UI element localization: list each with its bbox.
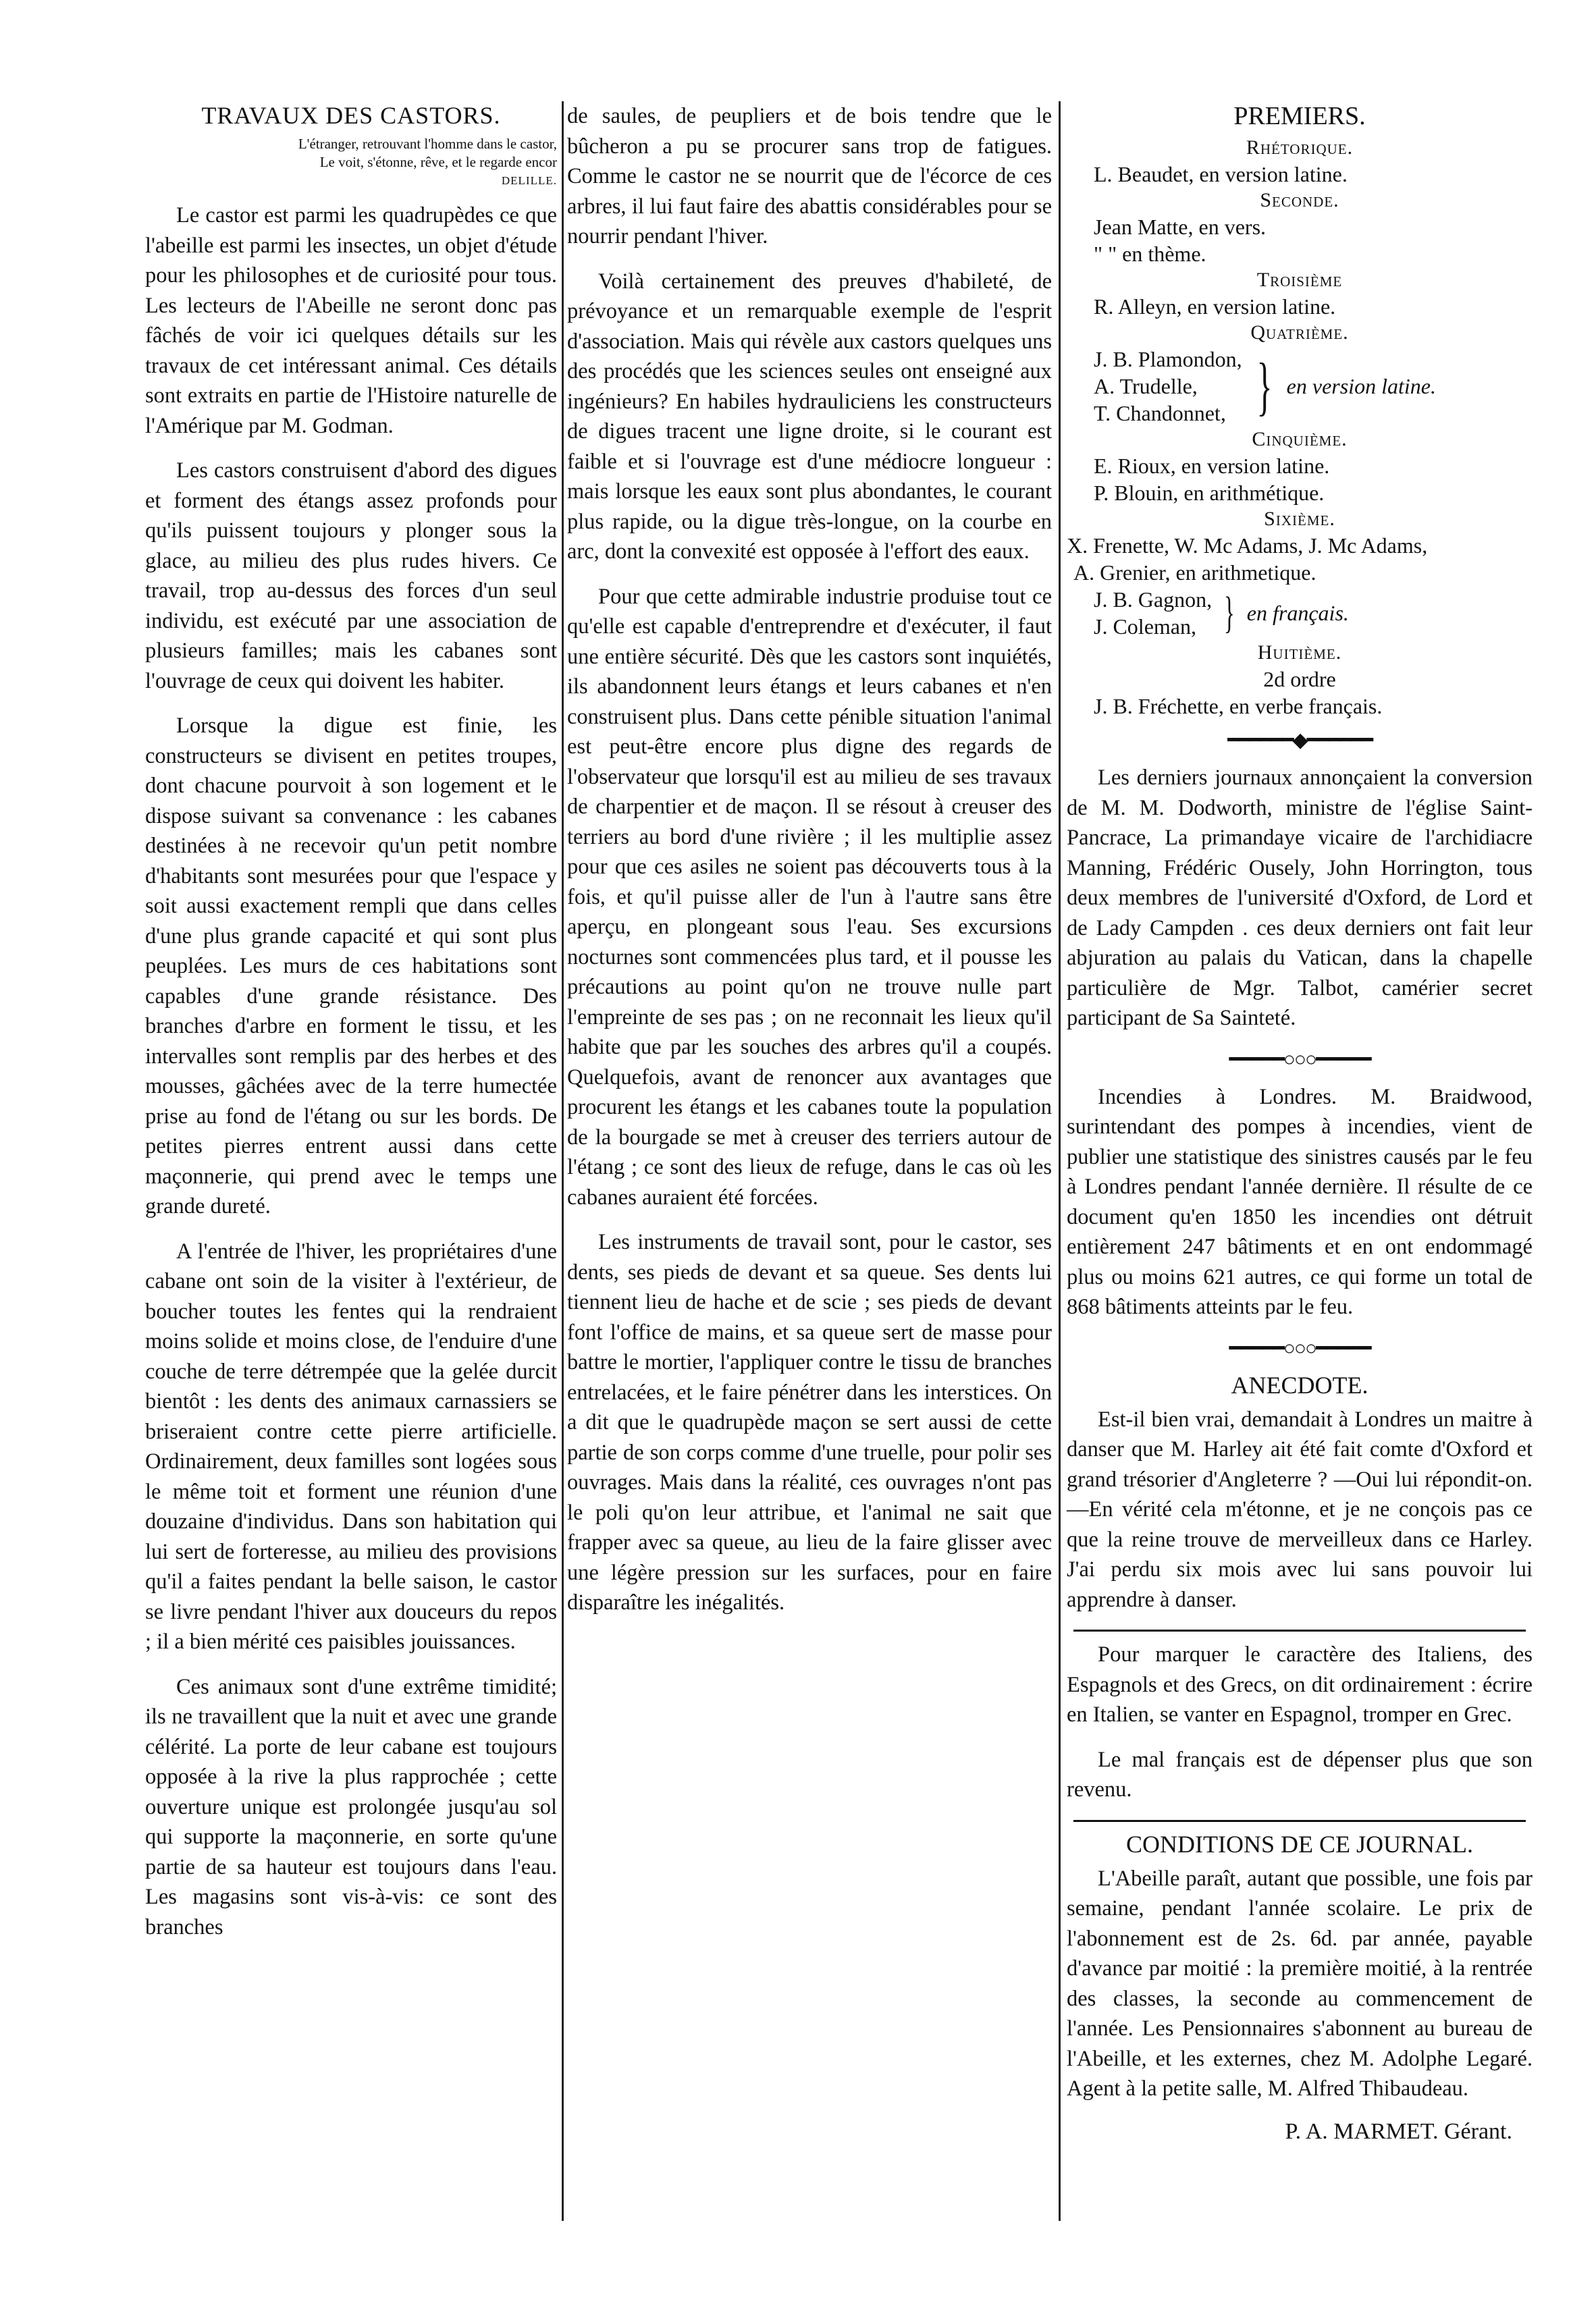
divider [1073, 1820, 1526, 1822]
epigraph-line: Le voit, s'étonne, rêve, et le regarde encor [319, 154, 557, 170]
epigraph [145, 135, 557, 190]
award-line: A. Grenier, en arithmetique. [1073, 560, 1316, 585]
award-line: J. B. Fréchette, en verbe français. [1094, 694, 1383, 718]
paragraph: Pour marquer le caractère des Italiens, des Espagnols et des Grecs, on dit ordinairement : écrire en Italien, se vanter en Espagnol, tromper en Grec. [1067, 1642, 1533, 1727]
class-heading: Huitième. [1257, 641, 1342, 664]
paragraph: Ces animaux sont d'une extrême timidité; ils ne travaillent que la nuit et avec une grande célérité. La porte de leur cabane est toujours opposée à la rive la plus rapprochée ; cette ouverture unique est prolongée jusqu'au sol qui supporte la maçonnerie, en sorte qu'une partie de sa hauteur est toujours dans l'eau. Les magasins sont vis-à-vis: ce sont des branches [145, 1674, 557, 1939]
award-line: P. Blouin, en arithmétique. [1094, 481, 1325, 505]
epigraph-line: L'étranger, retrouvant l'homme dans le castor, [298, 136, 557, 152]
paragraph: Le mal français est de dépenser plus que son revenu. [1067, 1747, 1533, 1802]
signature: P. A. MARMET. Gérant. [1285, 2118, 1512, 2144]
award-line: " " en thème. [1094, 242, 1206, 266]
class-heading: Troisième [1256, 269, 1343, 291]
class-heading: Quatrième. [1250, 321, 1349, 344]
article-title: TRAVAUX DES CASTORS. [201, 102, 501, 129]
ornament-divider-icon: ━━━━━━◆━━━━━━ [1227, 729, 1372, 751]
class-heading: Sixième. [1264, 508, 1335, 530]
award-line: Jean Matte, en vers. [1094, 215, 1267, 239]
paragraph: Le castor est parmi les quadrupèdes ce que l'abeille est parmi les insectes, un objet d'étude pour les philosophes et de curiosité pour tous. Les lecteurs de l'Abeille ne seront donc pas fâchés de voir ici quelques détails sur les travaux de cet intéressant animal. Ces détails sont extraits en partie de l'Histoire naturelle de l'Amérique par M. Godman. [145, 203, 557, 438]
paragraph: Les castors construisent d'abord des digues et forment des étangs assez profonds pour qu'ils puissent toujours y plonger sous la glace, au milieu des plus rudes hivers. Ce travail, trop au-dessus des forces d'un seul individu, est exécuté par une association de plusieurs familles; mais les cabanes sont l'ouvrage de ceux qui doivent les habiter. [145, 458, 557, 693]
award-line: L. Beaudet, en version latine. [1094, 162, 1348, 186]
column-castors-continued [567, 101, 1052, 1633]
column-premiers [1067, 101, 1533, 2145]
award-group [1094, 346, 1533, 427]
column-divider-left [562, 101, 564, 2221]
award-subheading: 2d ordre [1263, 667, 1336, 691]
award-name: J. Coleman, [1094, 614, 1196, 639]
news-paragraph: Incendies à Londres. M. Braidwood, surintendant des pompes à incendies, vient de publier une statistique des sinistres causés par le feu à Londres pendant l'année dernière. Il résulte de ce document qu'en 1850 les incendies ont détruit entièrement 247 bâtiments et en ont endommagé plus ou moins 621 autres, ce qui forme un total de 868 bâtiments atteints par le feu. [1067, 1084, 1533, 1319]
news-paragraph: Les derniers journaux annonçaient la conversion de M. M. Dodworth, ministre de l'église Saint-Pancrace, La primandaye vicaire de l'archidiacre Manning, Frédéric Ousely, John Horrington, tous deux membres de l'université d'Oxford, de Lord et de Lady Campden . ces deux derniers ont fait leur abjuration au palais du Vatican, dans la chapelle particulière de Mgr. Talbot, camérier secret participant de Sa Sainteté. [1067, 766, 1533, 1030]
paragraph: A l'entrée de l'hiver, les propriétaires d'une cabane ont soin de la visiter à l'extérieur, de boucher toutes les fentes qui la rendraient moins solide et moins close, de l'enduire d'une couche de terre détrempée que la gelée durcit bientôt : les dents des animaux carnassiers se briseraient contre cette pierre artificielle. Ordinairement, deux familles sont logées sous le même toit et forment une réunion d'une douzaine d'individus. Dans son habitation qui lui sert de forteresse, au milieu des provisions qu'il a faites pendant la belle saison, le castor se livre pendant l'hiver aux douceurs du repos ; il a bien mérité ces paisibles jouissances. [145, 1239, 557, 1654]
class-heading: Seconde. [1260, 189, 1339, 211]
column-castors [145, 101, 557, 1957]
class-heading: Cinquième. [1252, 428, 1348, 450]
award-line: R. Alleyn, en version latine. [1094, 294, 1336, 319]
column-divider-right [1059, 101, 1061, 2221]
award-group [1094, 586, 1533, 640]
paragraph: Pour que cette admirable industrie produise tout ce qu'elle est capable d'entreprendre et d'exécuter, il faut une entière sécurité. Dès que les castors sont inquiétés, ils abandonnent leurs étangs et leurs cabanes et n'en construisent plus. Dans cette pénible situation l'animal est peut-être encore plus digne des regards de l'observateur que lorsqu'il est au milieu de ses travaux de charpentier et de maçon. Il se résout à creuser des terriers au bord d'une rivière ; il les multiplie assez pour que ces asiles ne soient pas découverts tous à la fois, et qu'il puisse aller de l'un à l'autre sans être aperçu, en plongeant sous l'eau. Ses excursions nocturnes sont commencées plus tard, et il pousse les précautions au point qu'on ne trouve nulle part l'empreinte de ses pas ; on ne reconnait les lieux qu'il habite que par les souches des arbres qu'il a coupés. Quelquefois, avant de renoncer aux avantages que procurent les étangs et les cabanes toute la population de la bourgade se met à creuser des terriers autour de l'étang ; ce sont des lieux de refuge, dans le cas où les cabanes auraient été forcées. [567, 584, 1052, 1210]
conditions-paragraph: L'Abeille paraît, autant que possible, une fois par semaine, pendant l'année scolaire. Le prix de l'abonnement est de 2s. 6d. par année, payable d'avance par moitié : la première moitié, à la rentrée des classes, la seconde au commencement de l'année. Les Pensionnaires s'abonnent au bureau de l'Abeille, et les externes, chez M. Adolphe Legaré. Agent à la petite salle, M. Alfred Thibaudeau. [1067, 1866, 1533, 2101]
paragraph: de saules, de peupliers et de bois tendre que le bûcheron a pu se procurer sans trop de fatigues. Comme le castor ne se nourrit que de l'écorce de ces arbres, il lui faut faire des abattis considérables pour se nourrir pendant l'hiver. [567, 104, 1052, 248]
divider [1073, 1630, 1526, 1632]
paragraph: Lorsque la digue est finie, les constructeurs se divisent en petites troupes, dont chacune pourvoit à son logement et le dispose suivant sa convenance : les cabanes destinées à ne recevoir qu'un petit nombre d'habitants sont mesurées pour que l'espace y soit aussi exactement rempli que dans celles d'une plus grande capacité et qui sont plus peuplées. Les murs de ces habitations sont capables d'une grande résistance. Des branches d'arbre en forment le tissu, et les intervalles sont remplis par des herbes et des mousses, gâchées avec de la terre humectée prise au fond de l'étang ou sur les bords. De petites pierres entrent aussi dans cette maçonnerie, qui prend avec le temps une grande dureté. [145, 714, 557, 1218]
paragraph: Voilà certainement des preuves d'habileté, de prévoyance et un remarquable exemple de l'esprit d'association. Mais qui révèle aux castors quelques uns des procédés que les sciences seules ont enseigné aux ingénieurs? En habiles hydrauliciens les constructeurs de digues tracent une ligne droite, si le courant est faible et si l'ouvrage est d'une médiocre longueur : mais lorsque les eaux sont plus abondantes, le courant plus rapide, ou la digue très-longue, on la courbe en arc, dont la convexité est opposée à l'effort des eaux. [567, 269, 1052, 564]
brace-icon: } [1256, 350, 1273, 422]
epigraph-author: DELILLE. [501, 174, 557, 187]
award-name: J. B. Plamondon, [1094, 347, 1242, 371]
award-line: X. Frenette, W. Mc Adams, J. Mc Adams, [1067, 533, 1428, 558]
conditions-title: CONDITIONS DE CE JOURNAL. [1126, 1830, 1473, 1858]
award-name: J. B. Gagnon, [1094, 587, 1213, 612]
award-name: A. Trudelle, [1094, 374, 1198, 398]
ornament-divider-icon: ━━━━━○○○━━━━━ [1229, 1048, 1371, 1071]
class-heading: Rhétorique. [1246, 136, 1354, 159]
brace-icon: } [1224, 588, 1235, 637]
anecdote-paragraph: Est-il bien vrai, demandait à Londres un maitre à danser que M. Harley ait été fait comte d'Oxford et grand trésorier d'Angleterre ? —Oui lui répondit-on.—En vérité cela m'étonne, et je ne conçois pas ce que la reine trouve de merveilleux dans ce Harley. J'ai perdu six mois avec lui sans pouvoir lui apprendre à danser. [1067, 1407, 1533, 1612]
premiers-title: PREMIERS. [1233, 102, 1366, 130]
award-line: E. Rioux, en version latine. [1094, 454, 1330, 478]
paragraph: Les instruments de travail sont, pour le castor, ses dents, ses pieds de devant et sa queue. Ses dents lui tiennent lieu de hache et de scie ; ses pieds de devant font l'office de mains, et sa queue sert de masse pour battre le mortier, l'appliquer contre le tissu de branches entrelacées, et le faire pénétrer dans les interstices. On a dit que le quadrupède maçon se sert aussi de cette partie de son corps comme d'une truelle, pour polir ses ouvrages. Mais dans la réalité, ces ouvrages n'ont pas le poli qu'on leur attribue, et l'animal ne sait que frapper avec sa queue, au lieu de la faire glisser avec une légère pression sur les surfaces, pour en faire disparaître les inégalités. [567, 1230, 1052, 1615]
award-note: en version latine. [1286, 374, 1436, 398]
award-name: T. Chandonnet, [1094, 401, 1226, 425]
anecdote-title: ANECDOTE. [1231, 1371, 1368, 1399]
ornament-divider-icon: ━━━━━○○○━━━━━ [1229, 1337, 1371, 1360]
award-note: en français. [1246, 601, 1349, 625]
